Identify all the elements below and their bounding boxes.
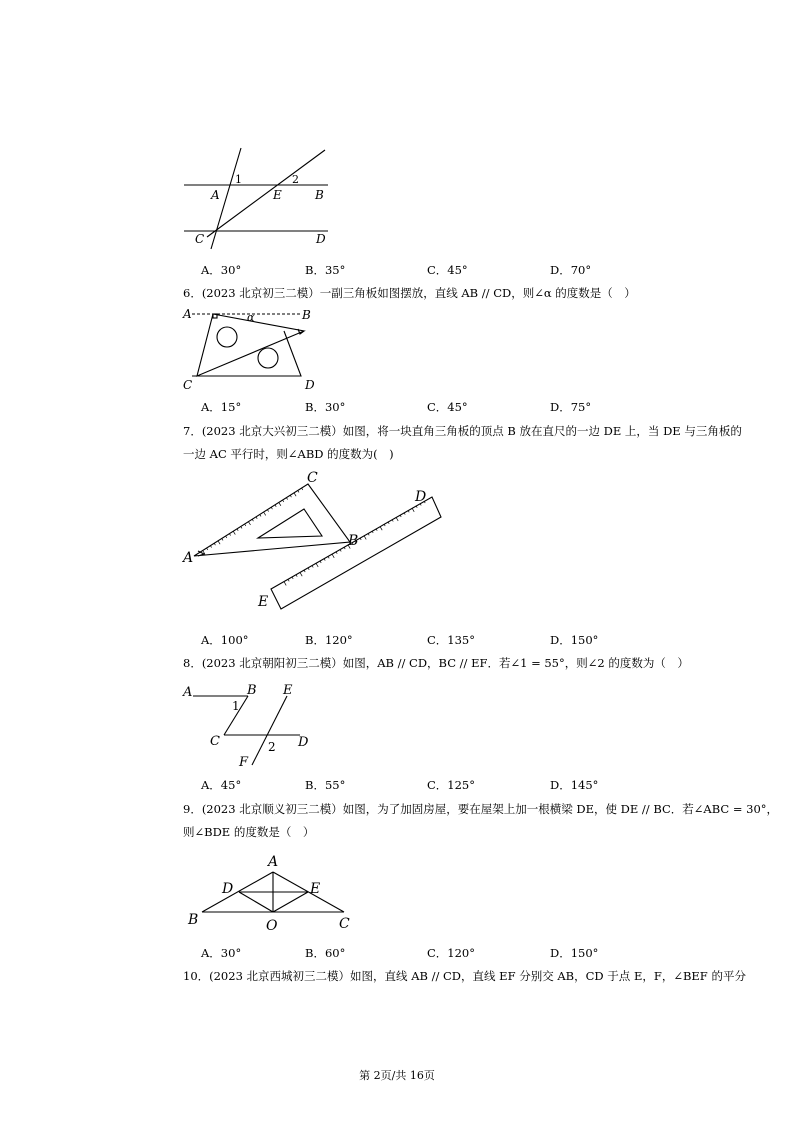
q9-figure xyxy=(180,850,360,935)
q5-option-b[interactable]: B．35° xyxy=(305,263,346,277)
q7-set-square-inner xyxy=(258,509,322,538)
page-footer: 第 2页/共 16页 xyxy=(359,1069,435,1082)
q7-label-E: E xyxy=(258,594,269,610)
q8-line-ef xyxy=(252,696,287,765)
q7-label-C: C xyxy=(307,470,318,486)
q7-question-line-1: 7．(2023 北京大兴初三二模）如图，将一块直角三角板的顶点 B 放在直尺的一边 DE 上，当 DE 与三角板的 xyxy=(183,424,742,438)
q8-label-E: E xyxy=(283,683,293,698)
q7-option-b[interactable]: B．120° xyxy=(305,633,353,647)
q8-label-B: B xyxy=(247,683,257,698)
q7-figure xyxy=(180,468,445,616)
q9-label-O: O xyxy=(266,918,278,934)
q6-options xyxy=(201,399,761,415)
q5-label-1: 1 xyxy=(235,173,242,186)
q6-label-D: D xyxy=(305,378,315,392)
q6-option-c[interactable]: C．45° xyxy=(427,400,468,414)
q6-label-alpha: α xyxy=(247,311,255,324)
q9-label-D: D xyxy=(222,881,234,897)
q8-label-A: A xyxy=(183,685,193,700)
q9-label-B: B xyxy=(188,912,199,928)
q8-option-b[interactable]: B．55° xyxy=(305,778,346,792)
q6-label-A: A xyxy=(183,307,192,321)
q8-label-2: 2 xyxy=(268,740,276,754)
q7-option-d[interactable]: D．150° xyxy=(550,633,599,647)
q5-label-C: C xyxy=(195,232,205,246)
q6-figure xyxy=(180,303,325,395)
q5-transversal-2 xyxy=(207,150,325,237)
q6-option-a[interactable]: A．15° xyxy=(201,400,242,414)
q8-option-a[interactable]: A．45° xyxy=(201,778,242,792)
q5-label-A: A xyxy=(211,188,220,202)
q9-question-line-1: 9．(2023 北京顺义初三二模）如图，为了加固房屋，要在屋架上加一根横梁 DE，使 DE // BC．若∠ABC = 30°， xyxy=(183,802,779,816)
q10-question-text: 10．(2023 北京西城初三二模）如图，直线 AB // CD，直线 EF 分别交 AB，CD 于点 E，F，∠BEF 的平分 xyxy=(183,969,746,983)
q5-option-d[interactable]: D．70° xyxy=(550,263,592,277)
q9-option-d[interactable]: D．150° xyxy=(550,946,599,960)
q7-options xyxy=(201,632,761,648)
q5-option-a[interactable]: A．30° xyxy=(201,263,242,277)
q7-label-A: A xyxy=(183,550,194,566)
q7-set-square-ticks xyxy=(203,488,303,554)
q5-options xyxy=(201,262,761,278)
q9-label-C: C xyxy=(339,916,350,932)
q7-set-square xyxy=(194,484,350,556)
q9-options xyxy=(201,945,761,961)
q8-label-D: D xyxy=(298,735,309,750)
q5-label-D: D xyxy=(316,232,326,246)
q6-option-d[interactable]: D．75° xyxy=(550,400,592,414)
q9-line-do xyxy=(239,892,273,912)
q8-label-1: 1 xyxy=(232,699,240,713)
q9-option-c[interactable]: C．120° xyxy=(427,946,475,960)
q9-option-b[interactable]: B．60° xyxy=(305,946,346,960)
q7-option-c[interactable]: C．135° xyxy=(427,633,475,647)
q9-line-eo xyxy=(273,892,308,912)
q5-label-B: B xyxy=(315,188,324,202)
q5-label-E: E xyxy=(273,188,282,202)
q6-option-b[interactable]: B．30° xyxy=(305,400,346,414)
q7-label-B: B xyxy=(348,533,359,549)
q8-label-F: F xyxy=(239,755,249,770)
q6-triangle-1-hole xyxy=(217,327,237,347)
q6-label-B: B xyxy=(302,308,311,322)
q7-label-D: D xyxy=(415,489,427,505)
q7-question-line-2: 一边 AC 平行时，则∠ABD 的度数为( ) xyxy=(183,447,394,461)
q8-option-c[interactable]: C．125° xyxy=(427,778,475,792)
q5-figure xyxy=(180,145,340,250)
q9-option-a[interactable]: A．30° xyxy=(201,946,242,960)
q7-option-a[interactable]: A．100° xyxy=(201,633,249,647)
q9-question-line-2: 则∠BDE 的度数是（ ） xyxy=(183,825,315,839)
q8-option-d[interactable]: D．145° xyxy=(550,778,599,792)
q8-question-text: 8．(2023 北京朝阳初三二模）如图，AB // CD，BC // EF．若∠1 = 55°，则∠2 的度数为（ ） xyxy=(183,656,689,670)
q8-label-C: C xyxy=(210,734,220,749)
q8-figure xyxy=(180,680,320,772)
q6-label-C: C xyxy=(183,378,193,392)
q5-option-c[interactable]: C．45° xyxy=(427,263,468,277)
q8-options xyxy=(201,777,761,793)
q9-label-E: E xyxy=(310,881,321,897)
q6-triangle-2-hole xyxy=(258,348,278,368)
q5-label-2: 2 xyxy=(292,173,299,186)
q9-label-A: A xyxy=(268,854,279,870)
q6-question-text: 6．(2023 北京初三二模）一副三角板如图摆放，直线 AB // CD，则∠α 的度数是（ ） xyxy=(183,286,636,300)
